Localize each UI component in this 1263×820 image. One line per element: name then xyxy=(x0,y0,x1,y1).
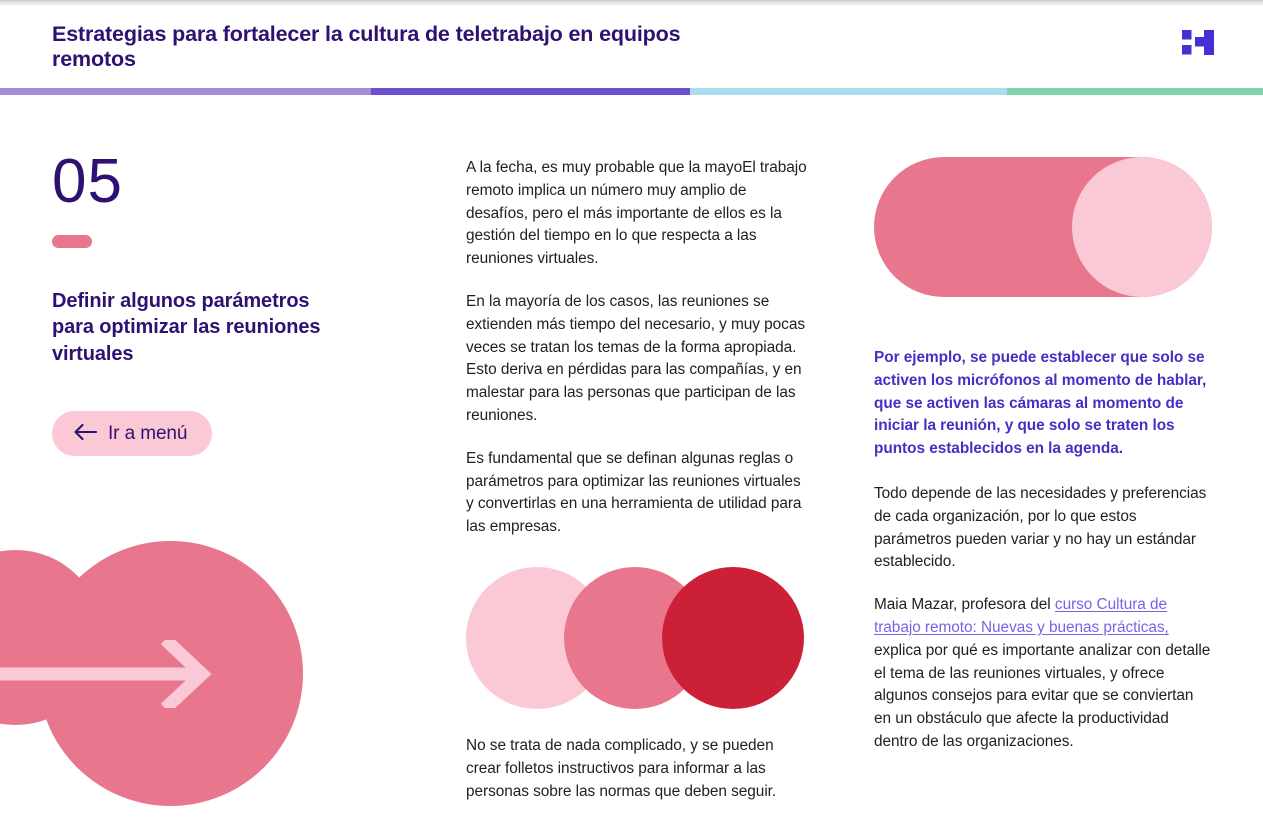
body-paragraph: Todo depende de las necesidades y preferencias de cada organización, por lo que estos parámetros pueden variar y no hay un estándar establecido. xyxy=(874,484,1207,571)
progress-segment-1 xyxy=(0,88,371,95)
decoration-toggle-knob xyxy=(1072,157,1212,297)
body-paragraph: A la fecha, es muy probable que la mayoEl trabajo remoto implica un número muy amplio de desafíos, pero el más importante de ellos es la gestión del tiempo en lo que respecta a las reuniones virtuales. xyxy=(466,159,807,268)
credit-before-link: Maia Mazar, profesora del xyxy=(874,596,1055,614)
decoration-toggle-shape xyxy=(874,157,1212,297)
page-header xyxy=(0,6,1263,88)
left-column xyxy=(52,147,422,456)
hotmart-h-logo-icon xyxy=(1182,30,1216,62)
arrow-right-icon xyxy=(0,640,230,708)
lesson-content xyxy=(0,95,1263,820)
page-title: Estrategias para fortalecer la cultura de teletrabajo en equipos remotos xyxy=(52,22,681,72)
middle-column xyxy=(466,157,811,803)
go-to-menu-label: Ir a menú xyxy=(108,422,188,444)
arrow-left-icon xyxy=(73,423,97,444)
progress-segment-3 xyxy=(690,88,1007,95)
body-paragraph: Es fundamental que se definan algunas reglas o parámetros para optimizar las reuniones virtuales y convertirlas en una herramienta de utilidad para las empresas. xyxy=(466,449,802,536)
decoration-circle-large xyxy=(38,541,303,806)
credit-paragraph xyxy=(874,594,1214,754)
body-paragraph-tail: No se trata de nada complicado, y se pueden crear folletos instructivos para informar a las personas sobre las normas que deben seguir. xyxy=(466,736,777,800)
step-title: Definir algunos parámetros para optimizar las reuniones virtuales xyxy=(52,290,321,365)
credit-after-link: explica por qué es importante analizar con detalle el tema de las reuniones virtuales, y ofrece algunos consejos para evitar que se conviertan en un obstáculo que afecte la productividad dentro de las organizaciones. xyxy=(874,641,1211,750)
step-number: 05 xyxy=(52,147,123,216)
decoration-circle-dark xyxy=(662,567,804,709)
body-paragraph: En la mayoría de los casos, las reuniones se extienden más tiempo del necesario, y muy pocas veces se tratan los temas de la forma apropiada. Esto deriva en pérdidas para las compañías, y en malestar para las personas que participan de las reuniones. xyxy=(466,292,805,424)
right-column xyxy=(874,157,1214,754)
decoration-three-circles xyxy=(466,567,811,709)
lesson-progress-bar xyxy=(0,88,1263,95)
step-divider xyxy=(52,235,92,248)
highlight-paragraph: Por ejemplo, se puede establecer que solo se activen los micrófonos al momento de hablar, que se activen las cámaras al momento de iniciar la reunión, y que solo se traten los puntos establecidos en la agenda. xyxy=(874,349,1207,458)
progress-segment-2 xyxy=(371,88,690,95)
go-to-menu-button[interactable] xyxy=(52,411,212,456)
decoration-circle-partial xyxy=(0,550,103,725)
course-link[interactable]: curso Cultura de trabajo remoto: Nuevas y buenas prácticas, xyxy=(874,596,1169,636)
progress-segment-4 xyxy=(1007,88,1263,95)
